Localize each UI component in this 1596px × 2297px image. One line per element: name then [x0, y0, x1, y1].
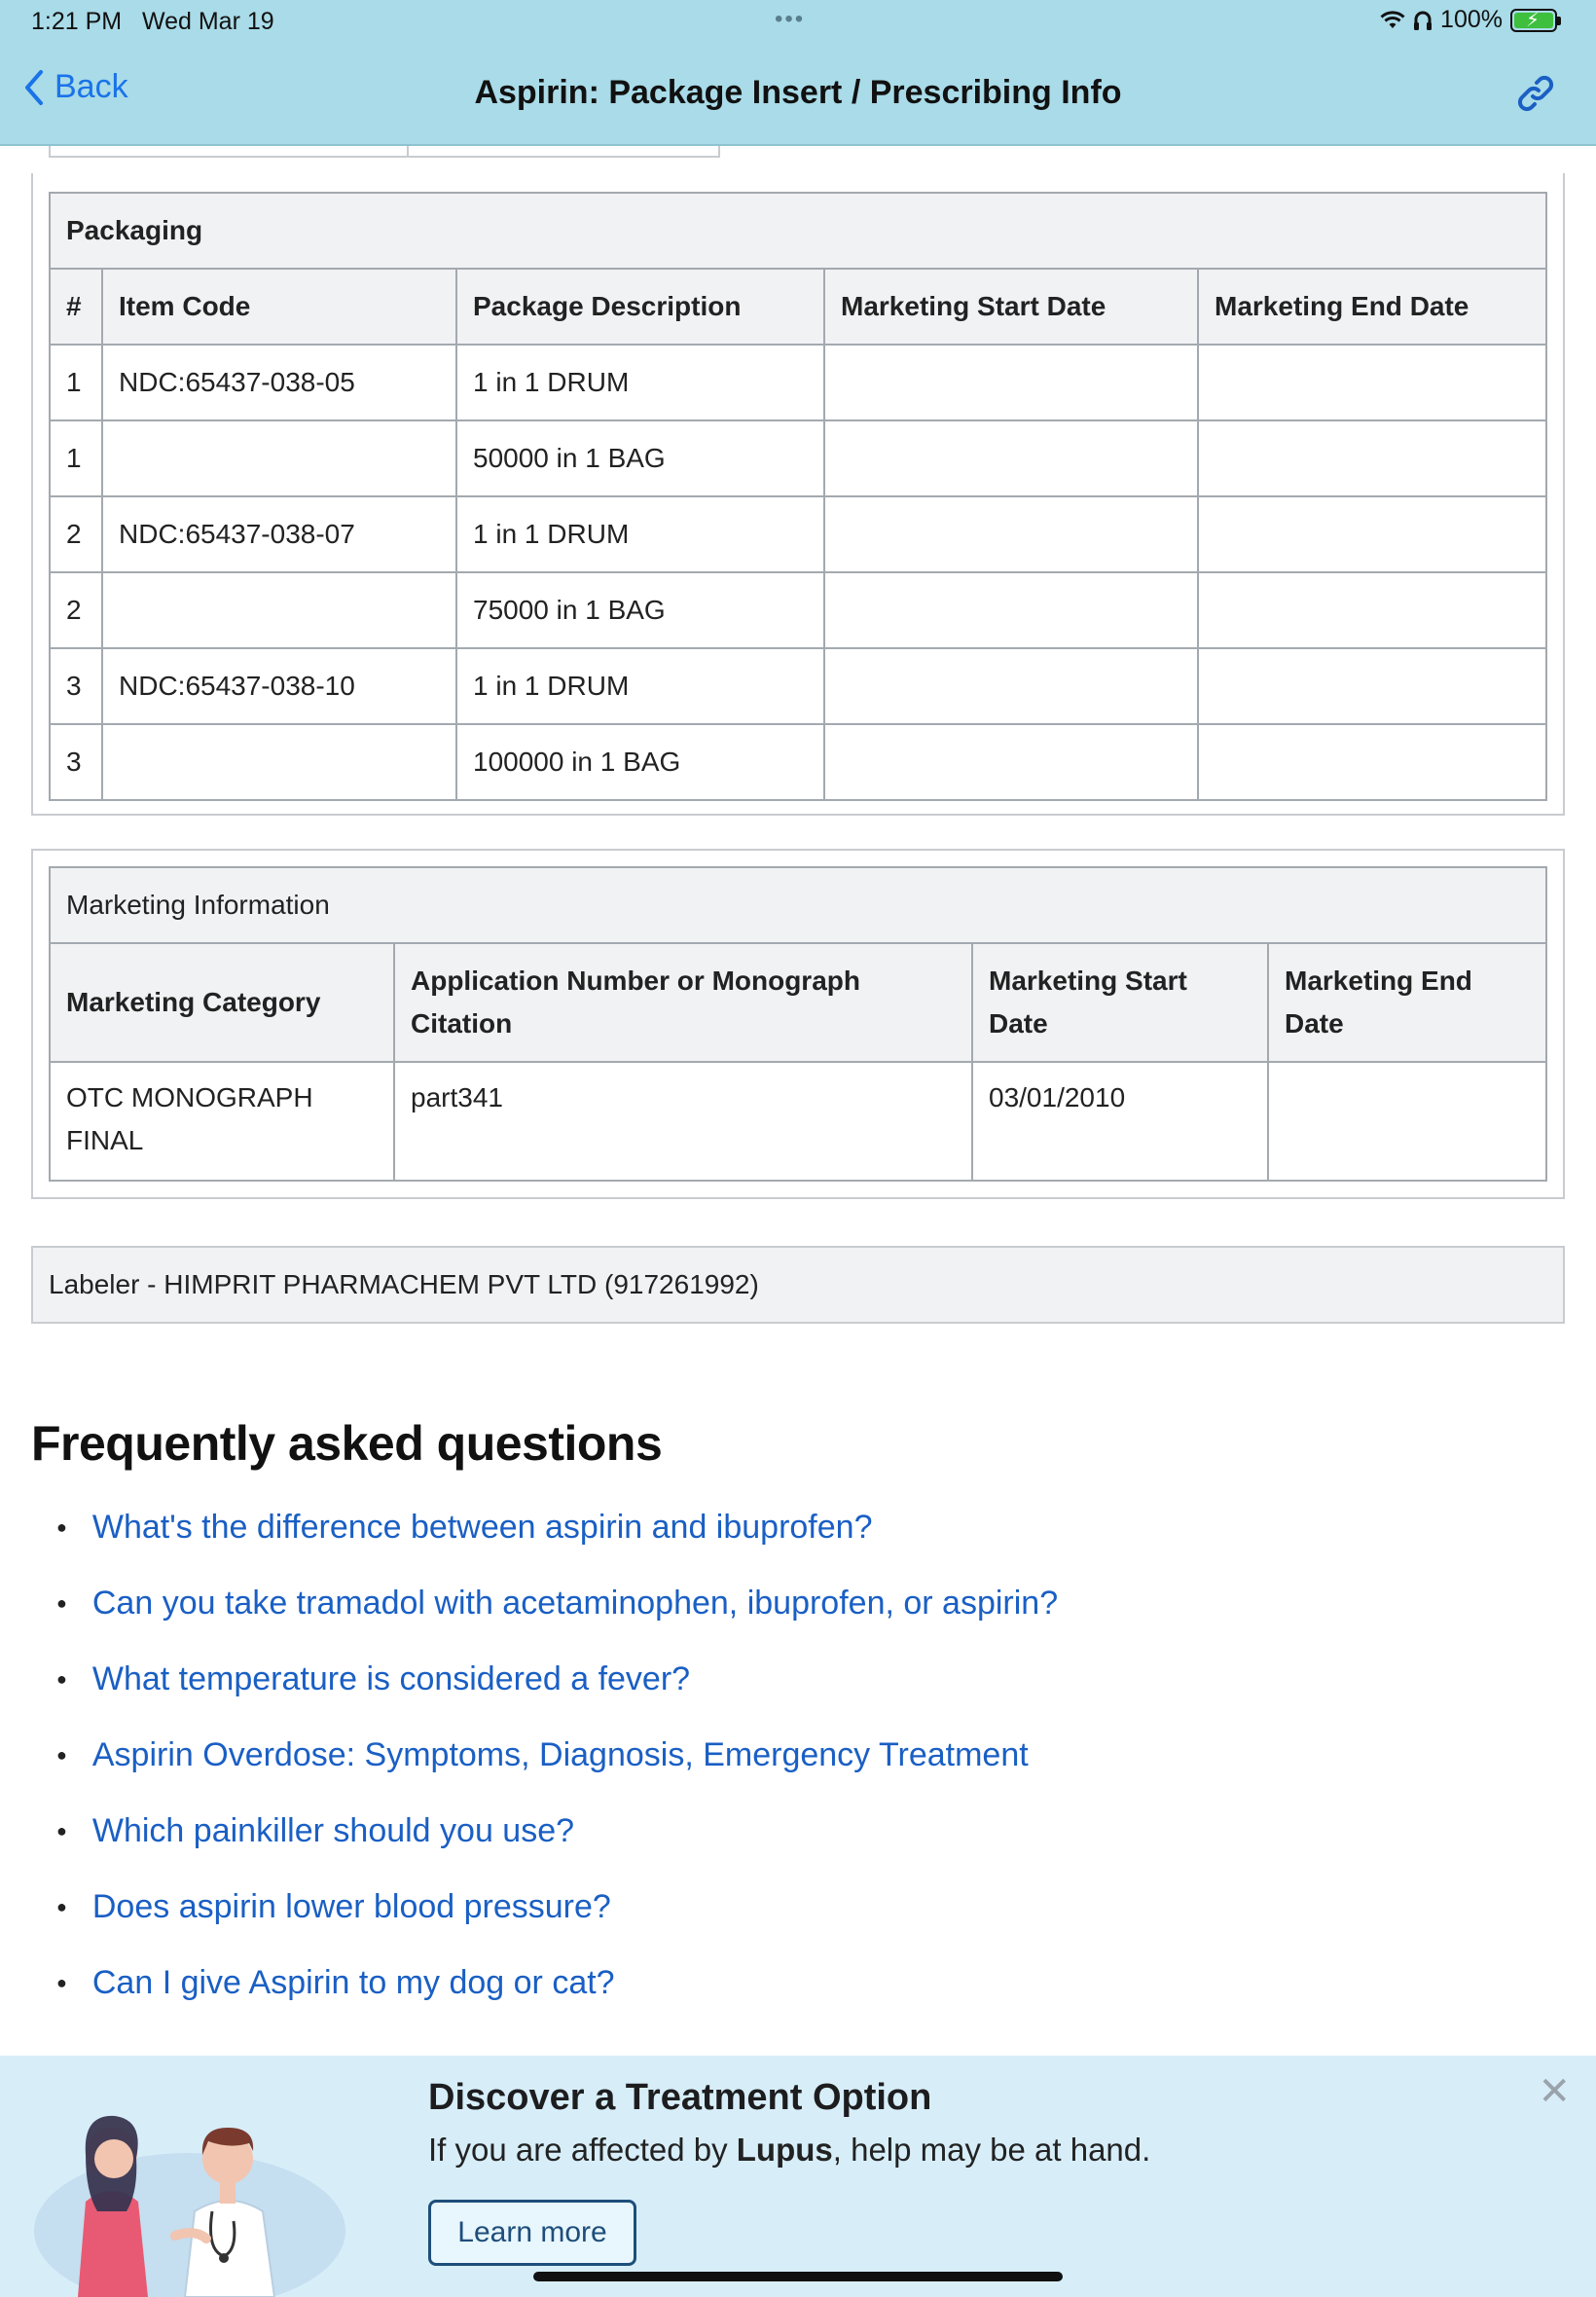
cell-package-description: 100000 in 1 BAG — [456, 724, 824, 800]
col-header-package-description: Package Description — [456, 269, 824, 345]
packaging-caption-text: Packaging — [66, 215, 203, 245]
ad-text-before: If you are affected by — [428, 2132, 737, 2168]
faq-heading: Frequently asked questions — [31, 1416, 663, 1471]
doctor-patient-illustration — [29, 2065, 350, 2297]
cell-marketing-end — [1198, 420, 1546, 496]
status-time-value: 1:21 PM — [31, 8, 123, 35]
previous-table-remnant — [49, 144, 720, 158]
col-header-marketing-start: Marketing Start Date — [824, 269, 1198, 345]
cell-number: 3 — [50, 724, 102, 800]
ad-text-after: , help may be at hand. — [832, 2132, 1151, 2168]
cell-number: 1 — [50, 345, 102, 420]
cell-marketing-start — [824, 420, 1198, 496]
list-item — [31, 1793, 1058, 1869]
cell-package-description: 1 in 1 DRUM — [456, 345, 824, 420]
faq-link[interactable]: ● Which painkiller should you use? — [91, 1811, 575, 1849]
faq-link[interactable]: ● What's the difference between aspirin and ibuprofen? — [91, 1508, 873, 1546]
col-header-number: # — [50, 269, 102, 345]
col-header-application-number: Application Number or Monograph Citation — [394, 943, 972, 1062]
ad-text — [428, 2132, 1150, 2169]
cell-number: 3 — [50, 648, 102, 724]
cell-marketing-start — [824, 724, 1198, 800]
cell-item-code — [102, 572, 456, 648]
home-indicator[interactable] — [533, 2272, 1063, 2281]
labeler-box — [31, 1246, 1565, 1324]
cell-package-description: 50000 in 1 BAG — [456, 420, 824, 496]
back-label: Back — [54, 68, 128, 105]
table-row — [50, 648, 1546, 724]
list-item — [31, 1565, 1058, 1641]
cell-marketing-end — [1198, 572, 1546, 648]
table-row — [50, 1062, 1546, 1181]
close-icon[interactable]: ✕ — [1538, 2070, 1571, 2113]
cell-marketing-start — [824, 496, 1198, 572]
list-item — [31, 1945, 1058, 2021]
cell-package-description: 1 in 1 DRUM — [456, 496, 824, 572]
list-item — [31, 1717, 1058, 1793]
cell-number: 2 — [50, 572, 102, 648]
faq-list — [31, 1489, 1058, 2021]
faq-link[interactable]: ● Does aspirin lower blood pressure? — [91, 1887, 611, 1925]
cell-marketing-start — [824, 345, 1198, 420]
packaging-caption — [50, 193, 1546, 269]
battery-icon: ⚡ — [1510, 9, 1557, 32]
cell-marketing-start — [824, 572, 1198, 648]
multitask-dots-icon[interactable]: ••• — [775, 6, 806, 32]
ad-banner[interactable] — [0, 2056, 1596, 2297]
table-row — [50, 420, 1546, 496]
cell-item-code — [102, 724, 456, 800]
cell-package-description: 75000 in 1 BAG — [456, 572, 824, 648]
table-row — [50, 724, 1546, 800]
cell-marketing-end — [1198, 496, 1546, 572]
status-time — [31, 8, 274, 36]
cell-marketing-end — [1268, 1062, 1546, 1181]
cell-package-description: 1 in 1 DRUM — [456, 648, 824, 724]
cell-item-code: NDC:65437-038-05 — [102, 345, 456, 420]
marketing-table — [49, 866, 1547, 1182]
list-item — [31, 1489, 1058, 1565]
cell-number: 2 — [50, 496, 102, 572]
cell-marketing-end — [1198, 724, 1546, 800]
list-item — [31, 1869, 1058, 1945]
ad-title: Discover a Treatment Option — [428, 2077, 932, 2118]
cell-marketing-end — [1198, 345, 1546, 420]
col-header-marketing-category: Marketing Category — [50, 943, 394, 1062]
col-header-marketing-start: Marketing Start Date — [972, 943, 1268, 1062]
status-date: Wed Mar 19 — [141, 8, 274, 35]
faq-link[interactable]: ● Aspirin Overdose: Symptoms, Diagnosis, Emergency Treatment — [91, 1735, 1029, 1773]
status-indicators — [1380, 6, 1557, 34]
learn-more-button[interactable]: Learn more — [428, 2200, 636, 2266]
cell-application-number: part341 — [394, 1062, 972, 1181]
faq-link[interactable]: ● What temperature is considered a fever? — [91, 1659, 691, 1697]
cell-marketing-start: 03/01/2010 — [972, 1062, 1268, 1181]
table-row — [50, 496, 1546, 572]
packaging-table — [49, 192, 1547, 801]
battery-percent: 100% — [1440, 6, 1503, 33]
cell-item-code — [102, 420, 456, 496]
col-header-marketing-end: Marketing End Date — [1198, 269, 1546, 345]
faq-link[interactable]: ● Can you take tramadol with acetaminophen, ibuprofen, or aspirin? — [91, 1584, 1059, 1622]
cell-item-code: NDC:65437-038-10 — [102, 648, 456, 724]
page-title: Aspirin: Package Insert / Prescribing Info — [474, 74, 1122, 111]
table-row — [50, 572, 1546, 648]
headphones-icon — [1413, 10, 1433, 31]
cell-item-code: NDC:65437-038-07 — [102, 496, 456, 572]
labeler-text: Labeler - HIMPRIT PHARMACHEM PVT LTD (917261992) — [49, 1269, 759, 1299]
cell-marketing-start — [824, 648, 1198, 724]
ad-text-condition: Lupus — [736, 2132, 833, 2168]
col-header-item-code: Item Code — [102, 269, 456, 345]
marketing-caption: Marketing Information — [50, 867, 1546, 943]
col-header-marketing-end: Marketing End Date — [1268, 943, 1546, 1062]
wifi-icon — [1380, 11, 1405, 30]
faq-link[interactable]: ● Can I give Aspirin to my dog or cat? — [91, 1963, 615, 2001]
link-icon[interactable] — [1514, 72, 1557, 120]
top-bar — [0, 0, 1596, 146]
cell-marketing-category: OTC MONOGRAPH FINAL — [50, 1062, 394, 1181]
cell-number: 1 — [50, 420, 102, 496]
table-row — [50, 345, 1546, 420]
list-item — [31, 1641, 1058, 1717]
cell-marketing-end — [1198, 648, 1546, 724]
